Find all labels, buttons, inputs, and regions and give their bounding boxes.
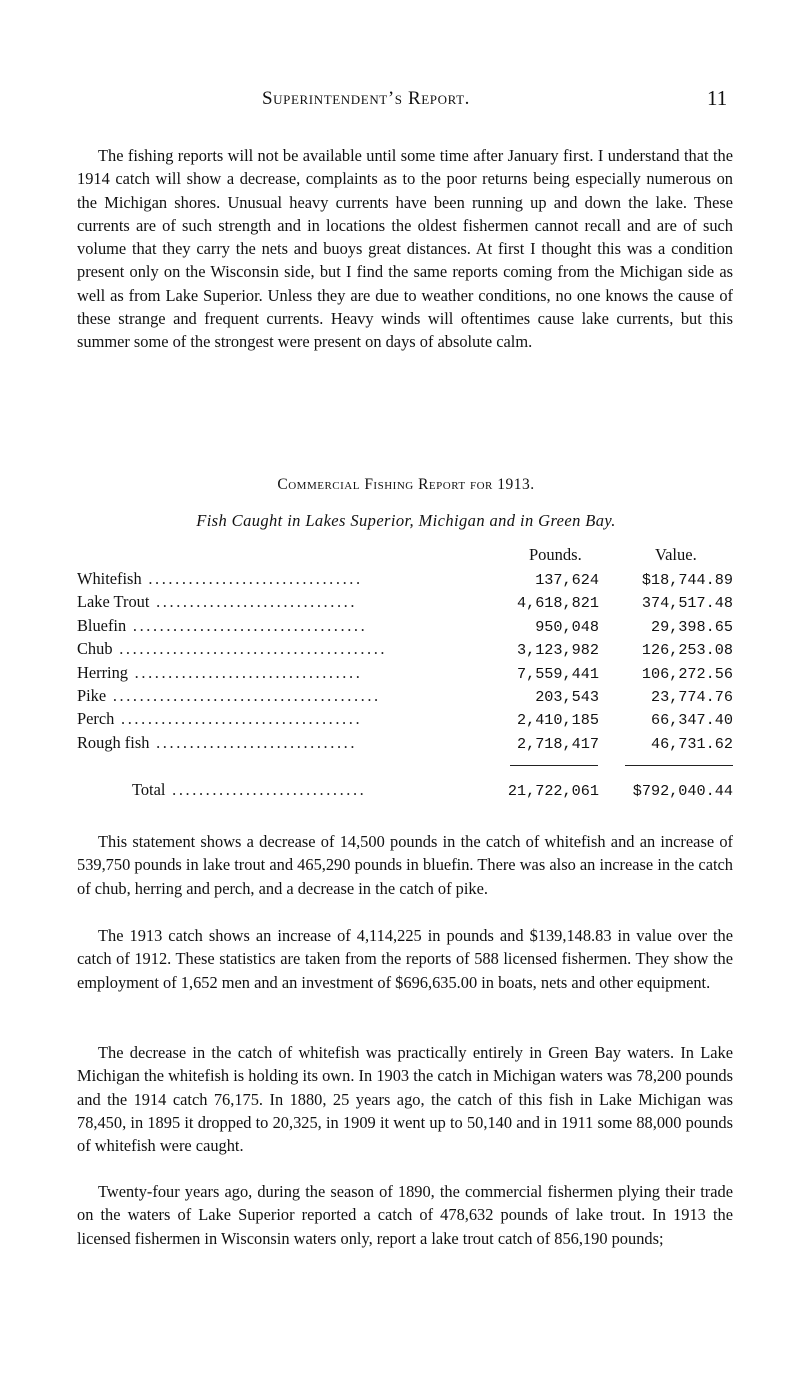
total-rule-pounds — [510, 765, 598, 766]
value-cell: 23,774.76 — [650, 687, 733, 706]
total-rule-value — [625, 765, 733, 766]
total-pounds: 21,722,061 — [507, 782, 599, 800]
leader-dots: .............................. — [149, 592, 358, 612]
table-row — [77, 569, 733, 592]
fish-name: Whitefish — [77, 569, 142, 588]
value-cell: 66,347.40 — [650, 711, 733, 730]
leader-dots: ................................ — [141, 569, 363, 588]
value-cell: 374,517.48 — [641, 594, 733, 613]
table-row — [77, 639, 733, 662]
paragraph-whitefish: The decrease in the catch of whitefish was practically entirely in Green Bay waters. In Lake Michigan the whitefish is holding its own. In 1903 the catch in Michigan waters was 78,200 pounds and the 1914 catch 76,175. In 1880, 25 years ago, the catch of this fish in Lake Michigan was 78,450, in 1895 it dropped to 20,325, in 1909 it went up to 50,140 and in 1911 some 88,000 pounds of whitefish were caught. — [77, 1043, 733, 1156]
table-row — [77, 616, 733, 639]
value-cell: 46,731.62 — [650, 734, 733, 753]
leader-dots: ........................................ — [106, 685, 381, 705]
pounds-cell: 7,559,441 — [516, 664, 599, 683]
column-header-value: Value. — [655, 545, 697, 564]
page-number: 11 — [707, 86, 728, 110]
fish-name: Bluefin — [77, 615, 127, 635]
fish-name: Herring — [77, 662, 128, 682]
table-subtitle: Fish Caught in Lakes Superior, Michigan and in Green Bay. — [196, 511, 616, 530]
leader-dots: .................................... — [114, 709, 363, 729]
value-cell: 106,272.56 — [641, 664, 733, 683]
leader-dots: ............................. — [165, 780, 367, 799]
table-row — [77, 709, 733, 732]
fish-name: Lake Trout — [77, 592, 150, 612]
column-header-pounds: Pounds. — [529, 545, 582, 564]
pounds-cell: 950,048 — [535, 617, 599, 636]
leader-dots: .................................. — [127, 662, 363, 682]
table-title: Commercial Fishing Report for 1913. — [277, 476, 535, 493]
table-row — [77, 686, 733, 709]
table-row — [77, 663, 733, 686]
paragraph-lake-superior: Twenty-four years ago, during the season of 1890, the commercial fishermen plying their trade on the waters of Lake Superior reported a catch of 478,632 pounds of lake trout. In 1913 the licensed fishermen in Wisconsin waters only, report a lake trout catch of 856,190 pounds; — [77, 1182, 733, 1248]
paragraph-intro: The fishing reports will not be available until some time after January first. I understand that the 1914 catch will show a decrease, complaints as to the poor returns being especially numerous on the Michigan shores. Unusual heavy currents have been running up and down the lake. These currents are of such strength and in locations the oldest fishermen cannot recall and are of such volume that they carry the nets and buoys great distances. At first I thought this was a condition present only on the Wisconsin side, but I find the same reports coming from the Michigan side as well as from Lake Superior. Unless they are due to weather conditions, no one knows the cause of these strange and frequent currents. Heavy winds will oftentimes cause lake currents, but this summer some of the strongest were present on days of absolute calm. — [77, 146, 733, 352]
value-cell: 126,253.08 — [641, 641, 733, 660]
pounds-cell: 137,624 — [535, 571, 599, 589]
leader-dots: .............................. — [149, 732, 358, 752]
total-row — [77, 780, 733, 803]
pounds-cell: 2,410,185 — [516, 711, 599, 730]
total-label: Total — [132, 780, 166, 799]
total-value: $792,040.44 — [632, 782, 733, 800]
table-row — [77, 733, 733, 756]
paragraph-decrease: This statement shows a decrease of 14,500 pounds in the catch of whitefish and an increase of 539,750 pounds in lake trout and 465,290 pounds in bluefin. There was also an increase in the catch of chub, herring and perch, and a decrease in the catch of pike. — [77, 832, 733, 898]
leader-dots: ........................................ — [112, 639, 388, 659]
fish-name: Rough fish — [77, 732, 150, 752]
value-cell: 29,398.65 — [650, 617, 733, 636]
fish-name: Pike — [77, 685, 107, 705]
pounds-cell: 3,123,982 — [516, 641, 599, 660]
fish-name: Perch — [77, 709, 115, 729]
fish-name: Chub — [77, 639, 113, 659]
pounds-cell: 203,543 — [535, 687, 599, 706]
fish-catch-table — [77, 569, 733, 756]
pounds-cell: 4,618,821 — [516, 594, 599, 613]
table-row — [77, 592, 733, 615]
paragraph-increase-1913: The 1913 catch shows an increase of 4,114,225 in pounds and $139,148.83 in value over the catch of 1912. These statistics are taken from the reports of 588 licensed fishermen. They show the employment of 1,652 men and an investment of $696,635.00 in boats, nets and other equipment. — [77, 926, 733, 992]
value-cell: $18,744.89 — [641, 571, 733, 589]
running-head: Superintendent’s Report. — [262, 88, 470, 109]
pounds-cell: 2,718,417 — [516, 734, 599, 753]
leader-dots: ................................... — [126, 615, 368, 635]
